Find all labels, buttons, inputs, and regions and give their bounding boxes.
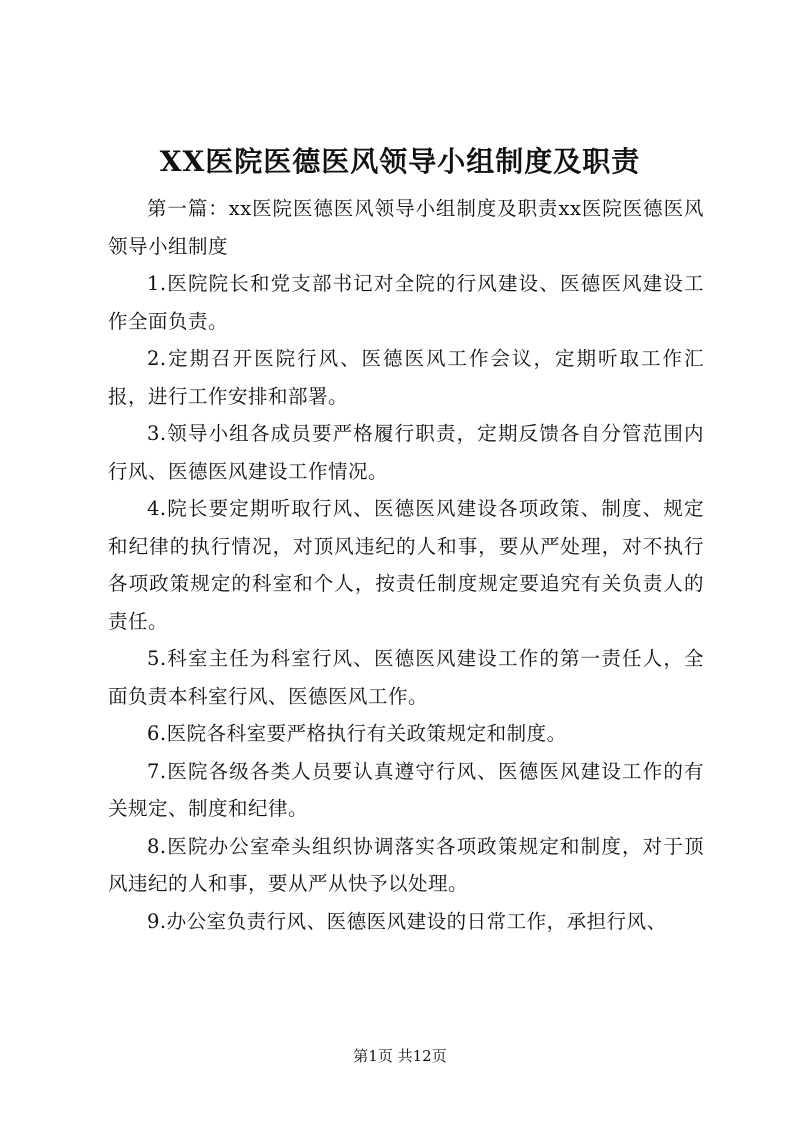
document-body bbox=[108, 190, 704, 940]
page-number-footer: 第1页 共12页 bbox=[353, 1047, 447, 1065]
paragraph-item-4: 4.院长要定期听取行风、医德医风建设各项政策、制度、规定和纪律的执行情况，对顶风违纪的人和事，要从严处理，对不执行各项政策规定的科室和个人，按责任制度规定要追究有关负责人的责任。 bbox=[108, 497, 704, 633]
paragraph-item-1: 1.医院院长和党支部书记对全院的行风建设、医德医风建设工作全面负责。 bbox=[108, 272, 704, 333]
paragraph-intro: 第一篇：xx医院医德医风领导小组制度及职责xx医院医德医风领导小组制度 bbox=[108, 197, 704, 258]
paragraph-item-7: 7.医院各级各类人员要认真遵守行风、医德医风建设工作的有关规定、制度和纪律。 bbox=[108, 759, 704, 820]
paragraph-item-9: 9.办公室负责行风、医德医风建设的日常工作，承担行风、 bbox=[147, 909, 667, 933]
paragraph-item-2: 2.定期召开医院行风、医德医风工作会议，定期听取工作汇报，进行工作安排和部署。 bbox=[108, 347, 704, 408]
paragraph-item-8: 8.医院办公室牵头组织协调落实各项政策规定和制度，对于顶风违纪的人和事，要从严从快予以处理。 bbox=[108, 834, 704, 895]
paragraph-item-3: 3.领导小组各成员要严格履行职责，定期反馈各自分管范围内行风、医德医风建设工作情况。 bbox=[108, 422, 704, 483]
paragraph-item-6: 6.医院各科室要严格执行有关政策规定和制度。 bbox=[147, 722, 567, 745]
document-title: XX医院医德医风领导小组制度及职责 bbox=[159, 145, 641, 178]
paragraph-item-5: 5.科室主任为科室行风、医德医风建设工作的第一责任人，全面负责本科室行风、医德医风工作。 bbox=[108, 647, 704, 708]
